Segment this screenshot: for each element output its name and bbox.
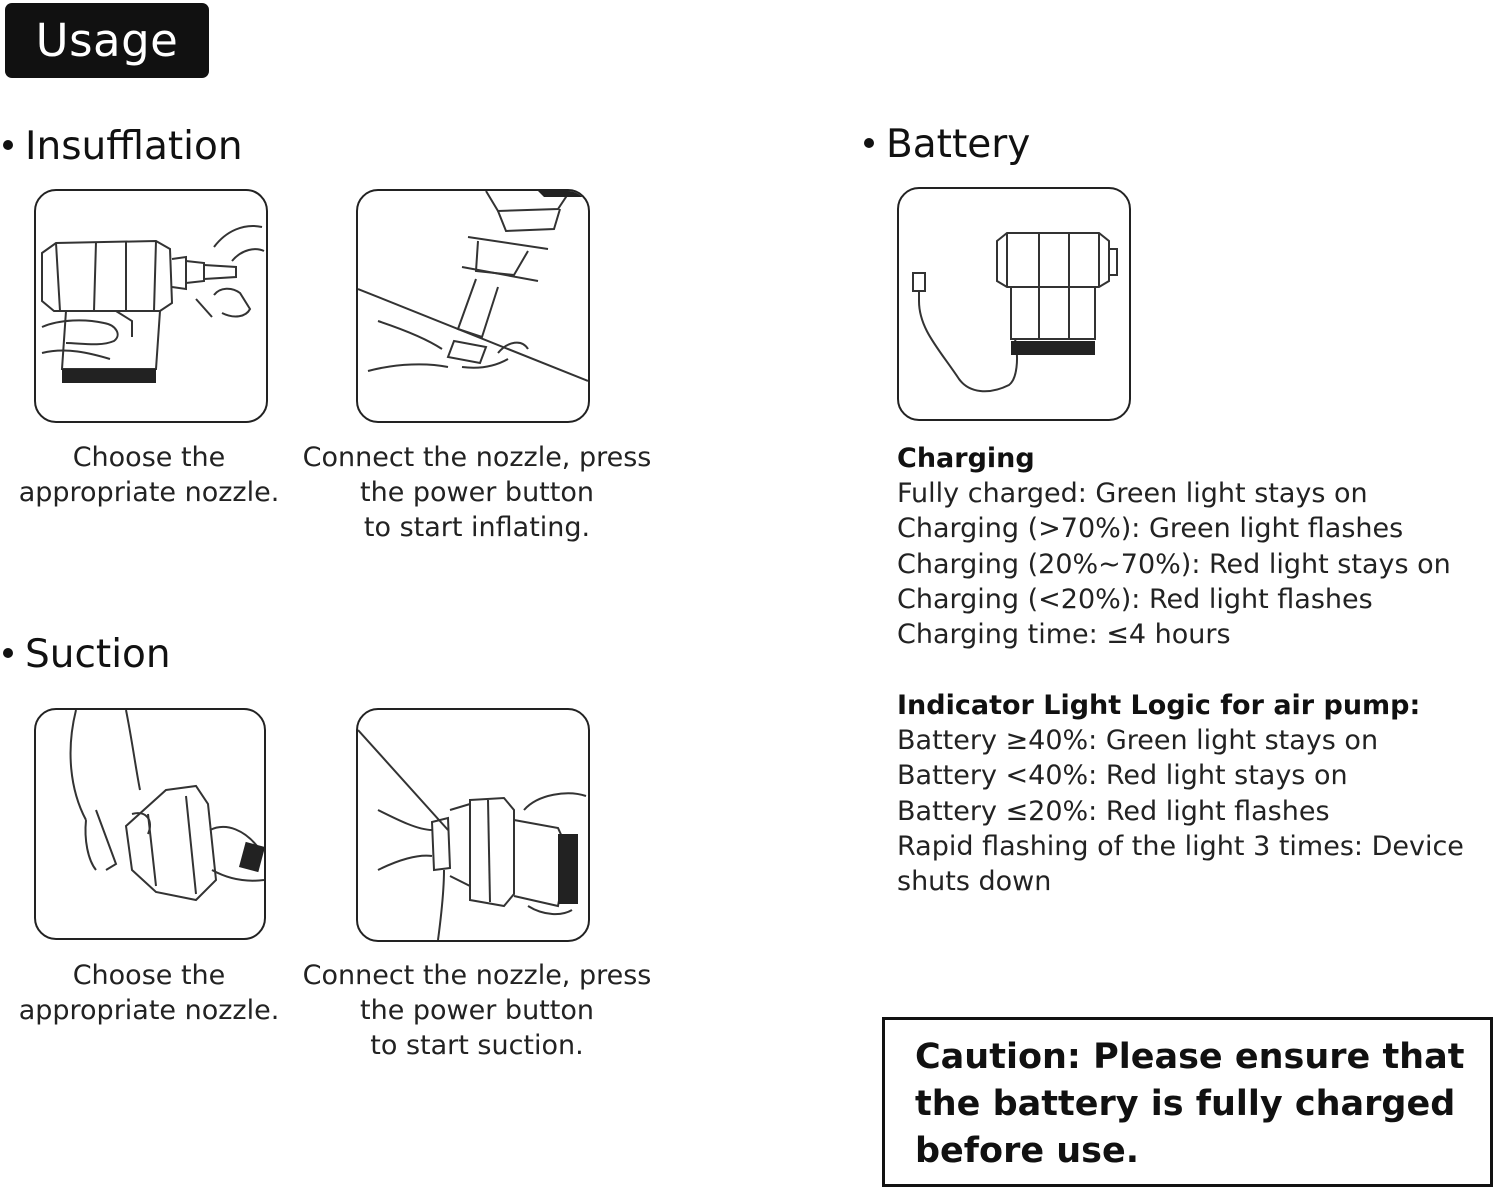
caption-line: Choose the — [72, 442, 226, 473]
pump-charging-icon — [899, 189, 1129, 419]
suction-step1-illustration — [34, 708, 266, 940]
indicator-info — [897, 688, 1464, 899]
suction-heading-text: Suction — [25, 632, 171, 677]
insufflation-heading — [3, 124, 243, 169]
insufflation-step2-illustration — [356, 189, 590, 423]
pump-suction-icon — [358, 710, 588, 940]
pump-nozzle-selection-icon — [36, 710, 264, 938]
indicator-line: Rapid flashing of the light 3 times: Device — [897, 830, 1464, 862]
charging-line: Charging time: ≤4 hours — [897, 619, 1231, 651]
indicator-line: Battery <40%: Red light stays on — [897, 760, 1348, 792]
indicator-line: shuts down — [897, 866, 1052, 898]
suction-step1-caption — [4, 958, 294, 1028]
suction-step2-illustration — [356, 708, 590, 942]
insufflation-step1-illustration — [34, 189, 268, 423]
insufflation-heading-text: Insufflation — [25, 124, 243, 169]
charging-line: Charging (20%~70%): Red light stays on — [897, 548, 1451, 580]
suction-heading — [3, 632, 171, 677]
charging-title: Charging — [897, 443, 1035, 474]
pump-nozzle-selection-icon — [36, 191, 266, 421]
usage-title-badge — [5, 3, 209, 78]
caution-line: before use. — [915, 1131, 1140, 1171]
insufflation-step2-caption — [292, 440, 662, 545]
caution-line: the battery is fully charged — [915, 1084, 1456, 1124]
charging-line: Fully charged: Green light stays on — [897, 478, 1368, 510]
battery-heading — [864, 122, 1030, 167]
indicator-line: Battery ≥40%: Green light stays on — [897, 725, 1379, 757]
caution-line: Caution: Please ensure that — [915, 1037, 1465, 1077]
caption-line: Choose the — [72, 960, 226, 991]
indicator-line: Battery ≤20%: Red light flashes — [897, 795, 1330, 827]
charging-info — [897, 441, 1451, 652]
caption-line: the power button — [360, 477, 594, 508]
suction-step2-caption — [292, 958, 662, 1063]
charging-line: Charging (<20%): Red light flashes — [897, 583, 1373, 615]
caption-line: Connect the nozzle, press — [302, 960, 652, 991]
caution-box — [882, 1017, 1493, 1187]
caption-line: to start inflating. — [363, 512, 591, 543]
charging-line: Charging (>70%): Green light flashes — [897, 513, 1404, 545]
usage-title: Usage — [35, 14, 179, 67]
caption-line: Connect the nozzle, press — [302, 442, 652, 473]
caption-line: to start suction. — [370, 1030, 584, 1061]
caption-line: appropriate nozzle. — [18, 995, 280, 1026]
caption-line: appropriate nozzle. — [18, 477, 280, 508]
bullet-icon — [3, 648, 13, 658]
pump-inflating-icon — [358, 191, 588, 421]
bullet-icon — [3, 140, 13, 150]
indicator-title: Indicator Light Logic for air pump: — [897, 690, 1421, 721]
caption-line: the power button — [360, 995, 594, 1026]
bullet-icon — [864, 138, 874, 148]
battery-heading-text: Battery — [886, 122, 1031, 167]
insufflation-step1-caption — [4, 440, 294, 510]
battery-charging-illustration — [897, 187, 1131, 421]
